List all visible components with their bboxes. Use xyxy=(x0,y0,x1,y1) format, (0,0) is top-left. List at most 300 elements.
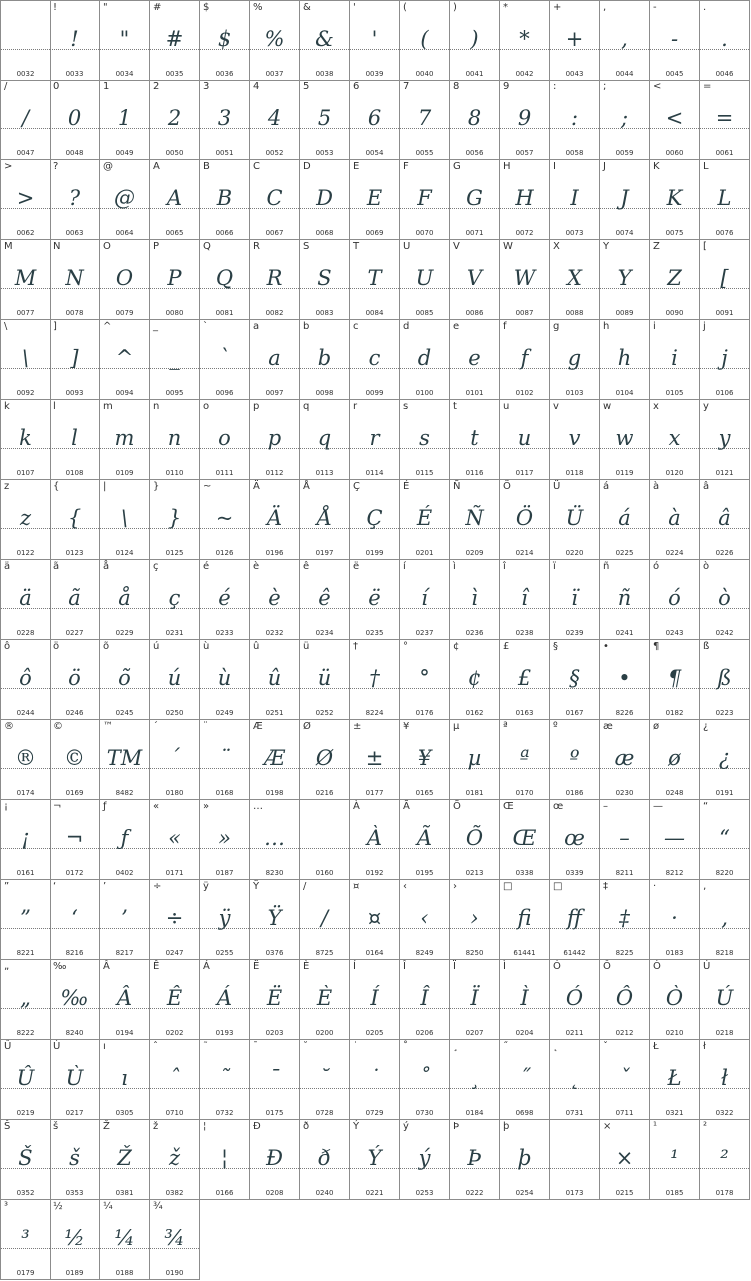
glyph-cell xyxy=(150,240,200,320)
glyph-sample xyxy=(1,17,50,61)
glyph-code: 0094 xyxy=(115,389,134,397)
glyph-sample: ff xyxy=(567,906,582,930)
glyph-label: Ð xyxy=(253,1121,261,1132)
glyph-sample: ¸ xyxy=(469,1066,480,1090)
glyph-label: £ xyxy=(503,641,510,652)
glyph-code: 0056 xyxy=(465,149,484,157)
glyph-code: 0322 xyxy=(715,1109,734,1117)
glyph-label: „ xyxy=(4,961,10,972)
glyph-label: Ÿ xyxy=(253,881,260,892)
glyph-sample: k xyxy=(19,426,32,450)
glyph-code: 0243 xyxy=(665,629,684,637)
glyph-label: } xyxy=(153,481,160,492)
glyph-cell xyxy=(50,880,100,960)
glyph-cell xyxy=(550,80,600,160)
glyph-label: ( xyxy=(403,2,407,13)
glyph-code: 0188 xyxy=(115,1269,134,1277)
glyph-cell xyxy=(500,640,550,720)
glyph-cell xyxy=(400,160,450,240)
glyph-cell xyxy=(50,800,100,880)
glyph-label: æ xyxy=(603,721,613,732)
glyph-sample: « xyxy=(168,826,181,850)
glyph-label: r xyxy=(353,401,358,412)
glyph-code: 0163 xyxy=(515,709,534,717)
glyph-cell xyxy=(100,800,150,880)
glyph-cell xyxy=(500,560,550,640)
glyph-sample: Ç xyxy=(366,506,383,530)
glyph-cell xyxy=(100,320,150,400)
glyph-label: p xyxy=(253,401,260,412)
glyph-label: h xyxy=(603,321,610,332)
glyph-code: 0182 xyxy=(665,709,684,717)
glyph-label: ž xyxy=(153,1121,159,1132)
glyph-cell xyxy=(50,320,100,400)
glyph-sample: X xyxy=(567,266,582,290)
glyph-code: 0038 xyxy=(315,70,334,78)
glyph-label: ú xyxy=(153,641,160,652)
glyph-sample: ¥ xyxy=(417,746,432,770)
glyph-sample: • xyxy=(618,666,631,690)
glyph-code: 0075 xyxy=(665,229,684,237)
glyph-cell xyxy=(200,0,250,81)
glyph-code: 0228 xyxy=(16,629,35,637)
glyph-cell xyxy=(700,400,750,480)
glyph-label: µ xyxy=(453,721,460,732)
glyph-label: … xyxy=(253,801,263,812)
glyph-cell xyxy=(400,960,450,1040)
glyph-label: - xyxy=(653,2,657,13)
glyph-cell xyxy=(100,960,150,1040)
glyph-cell xyxy=(700,1040,750,1120)
glyph-cell xyxy=(150,1200,200,1280)
glyph-cell xyxy=(550,1120,600,1200)
glyph-sample: n xyxy=(167,426,182,450)
glyph-code: 0245 xyxy=(115,709,134,717)
glyph-sample: É xyxy=(416,506,433,530)
glyph-label: ¶ xyxy=(653,641,660,652)
glyph-cell xyxy=(600,720,650,800)
glyph-code: 0230 xyxy=(615,789,634,797)
glyph-label: k xyxy=(4,401,10,412)
glyph-code: 0198 xyxy=(265,789,284,797)
glyph-sample: Ô xyxy=(615,986,634,1010)
glyph-cell xyxy=(550,400,600,480)
glyph-sample: © xyxy=(64,746,85,770)
glyph-sample: „ xyxy=(20,986,31,1010)
glyph-code: 0044 xyxy=(615,70,634,78)
glyph-cell xyxy=(550,240,600,320)
glyph-cell xyxy=(0,0,51,81)
glyph-label: » xyxy=(203,801,210,812)
glyph-label: Î xyxy=(403,961,406,972)
glyph-code: 8225 xyxy=(615,949,634,957)
glyph-code: 0173 xyxy=(565,1189,584,1197)
glyph-code: 0732 xyxy=(215,1109,234,1117)
glyph-sample: ¢ xyxy=(467,666,482,690)
glyph-label: ³ xyxy=(4,1201,9,1212)
glyph-sample: Õ xyxy=(465,826,484,850)
glyph-label: t xyxy=(453,401,457,412)
glyph-label: Ù xyxy=(53,1041,61,1052)
glyph-code: 0104 xyxy=(615,389,634,397)
glyph-cell xyxy=(0,880,51,960)
glyph-code: 0238 xyxy=(515,629,534,637)
glyph-code: 0089 xyxy=(615,309,634,317)
glyph-cell xyxy=(350,800,400,880)
glyph-cell xyxy=(700,880,750,960)
glyph-label: ´ xyxy=(153,721,158,732)
glyph-code: 8218 xyxy=(715,949,734,957)
glyph-code: 0251 xyxy=(265,709,284,717)
glyph-label: ë xyxy=(353,561,360,572)
glyph-code: 0223 xyxy=(715,709,734,717)
glyph-sample: ; xyxy=(620,106,629,130)
glyph-cell xyxy=(200,720,250,800)
glyph-code: 0118 xyxy=(565,469,584,477)
glyph-sample: ½ xyxy=(64,1226,85,1250)
glyph-cell xyxy=(150,320,200,400)
glyph-sample: b xyxy=(317,346,332,370)
glyph-sample xyxy=(550,1136,599,1180)
glyph-label: + xyxy=(553,2,562,13)
glyph-code: 61441 xyxy=(513,949,536,957)
glyph-sample: š xyxy=(69,1146,80,1170)
glyph-label: ^ xyxy=(103,321,112,332)
glyph-label: M xyxy=(4,241,13,252)
glyph-label: ä xyxy=(4,561,11,572)
glyph-cell xyxy=(50,960,100,1040)
glyph-sample: ä xyxy=(19,586,32,610)
glyph-cell xyxy=(250,560,300,640)
glyph-cell xyxy=(100,480,150,560)
glyph-sample: * xyxy=(519,27,530,51)
glyph-sample: ~ xyxy=(215,506,234,530)
glyph-label: ƒ xyxy=(103,801,107,812)
glyph-label: ô xyxy=(4,641,11,652)
glyph-code: 0093 xyxy=(65,389,84,397)
glyph-code: 0169 xyxy=(65,789,84,797)
glyph-label: " xyxy=(103,2,108,13)
glyph-label: ˛ xyxy=(553,1041,558,1052)
glyph-code: 0224 xyxy=(665,549,684,557)
glyph-label: Ê xyxy=(153,961,160,972)
glyph-code: 8230 xyxy=(265,869,284,877)
glyph-sample: ã xyxy=(68,586,81,610)
glyph-code: 0126 xyxy=(215,549,234,557)
glyph-sample: … xyxy=(264,826,285,850)
glyph-code: 0125 xyxy=(165,549,184,557)
glyph-sample: µ xyxy=(467,746,482,770)
glyph-label: ¯ xyxy=(253,1041,258,1052)
glyph-label: ‰ xyxy=(53,961,67,972)
glyph-cell xyxy=(0,480,51,560)
glyph-label: J xyxy=(603,161,606,172)
glyph-label: ñ xyxy=(603,561,610,572)
glyph-label: , xyxy=(603,2,607,13)
glyph-sample: Ë xyxy=(266,986,283,1010)
glyph-sample: TM xyxy=(106,746,143,770)
glyph-cell xyxy=(400,1040,450,1120)
glyph-sample: ‡ xyxy=(619,906,630,930)
glyph-sample: ¡ xyxy=(21,826,30,850)
glyph-code: 0047 xyxy=(16,149,35,157)
glyph-label: a xyxy=(253,321,260,332)
glyph-label: « xyxy=(153,801,160,812)
glyph-sample: ý xyxy=(418,1146,431,1170)
glyph-code: 0124 xyxy=(115,549,134,557)
glyph-cell xyxy=(100,0,150,81)
glyph-label: Ì xyxy=(503,961,506,972)
glyph-code: 0252 xyxy=(315,709,334,717)
glyph-label: ” xyxy=(4,881,10,892)
glyph-label: ý xyxy=(403,1121,409,1132)
glyph-label: Ö xyxy=(503,481,511,492)
glyph-label: b xyxy=(303,321,310,332)
glyph-cell xyxy=(200,80,250,160)
glyph-sample: K xyxy=(666,186,683,210)
glyph-code: 0186 xyxy=(565,789,584,797)
glyph-cell xyxy=(650,0,700,81)
glyph-cell xyxy=(450,320,500,400)
glyph-sample: _ xyxy=(169,346,180,370)
glyph-label: g xyxy=(553,321,560,332)
glyph-code: 0088 xyxy=(565,309,584,317)
glyph-sample: › xyxy=(470,906,479,930)
glyph-code: 0117 xyxy=(515,469,534,477)
glyph-sample: ± xyxy=(365,746,384,770)
glyph-label: ‡ xyxy=(603,881,608,892)
glyph-cell xyxy=(50,640,100,720)
glyph-cell xyxy=(600,560,650,640)
glyph-code: 0042 xyxy=(515,70,534,78)
glyph-label: ˜ xyxy=(203,1041,208,1052)
glyph-code: 0204 xyxy=(515,1029,534,1037)
glyph-code: 0086 xyxy=(465,309,484,317)
glyph-code: 8224 xyxy=(365,709,384,717)
glyph-code: 0090 xyxy=(665,309,684,317)
glyph-label: þ xyxy=(503,1121,510,1132)
glyph-cell xyxy=(500,320,550,400)
glyph-code: 0305 xyxy=(115,1109,134,1117)
glyph-sample: m xyxy=(114,426,135,450)
glyph-label: m xyxy=(103,401,113,412)
glyph-code: 0168 xyxy=(215,789,234,797)
glyph-cell xyxy=(250,800,300,880)
glyph-cell xyxy=(0,720,51,800)
glyph-sample: ‘ xyxy=(71,906,78,930)
glyph-label: \ xyxy=(4,321,8,332)
glyph-sample: ë xyxy=(368,586,381,610)
glyph-cell xyxy=(300,800,350,880)
glyph-code: 0226 xyxy=(715,549,734,557)
glyph-sample: } xyxy=(167,506,182,530)
glyph-code: 0095 xyxy=(165,389,184,397)
glyph-code: 0041 xyxy=(465,70,484,78)
glyph-label: ˘ xyxy=(303,1041,308,1052)
glyph-cell xyxy=(600,320,650,400)
glyph-sample: u xyxy=(517,426,532,450)
glyph-sample: ï xyxy=(571,586,578,610)
glyph-sample: Ÿ xyxy=(267,906,282,930)
glyph-cell xyxy=(100,720,150,800)
glyph-sample: ” xyxy=(20,906,31,930)
glyph-code: 0239 xyxy=(565,629,584,637)
glyph-cell xyxy=(300,400,350,480)
glyph-sample xyxy=(300,816,349,860)
glyph-cell xyxy=(700,960,750,1040)
glyph-label: ¼ xyxy=(103,1201,113,1212)
glyph-sample: , xyxy=(621,27,628,51)
glyph-sample: Ä xyxy=(266,506,283,530)
glyph-sample: ù xyxy=(217,666,232,690)
glyph-cell xyxy=(500,880,550,960)
glyph-cell xyxy=(300,80,350,160)
glyph-cell xyxy=(200,640,250,720)
glyph-sample: À xyxy=(366,826,383,850)
glyph-sample: ò xyxy=(718,586,731,610)
glyph-code: 0187 xyxy=(215,869,234,877)
glyph-cell xyxy=(350,1040,400,1120)
glyph-cell xyxy=(700,560,750,640)
glyph-label: ê xyxy=(303,561,310,572)
glyph-label: □ xyxy=(553,881,563,892)
glyph-cell xyxy=(0,160,51,240)
glyph-sample: A xyxy=(166,186,183,210)
glyph-code: 0242 xyxy=(715,629,734,637)
glyph-code: 0205 xyxy=(365,1029,384,1037)
glyph-label: Z xyxy=(653,241,660,252)
glyph-label: v xyxy=(553,401,559,412)
glyph-sample: @ xyxy=(114,186,135,210)
glyph-cell xyxy=(300,960,350,1040)
glyph-sample: £ xyxy=(517,666,532,690)
glyph-code: 0052 xyxy=(265,149,284,157)
glyph-cell xyxy=(350,880,400,960)
glyph-cell xyxy=(500,160,550,240)
glyph-label: K xyxy=(653,161,660,172)
glyph-label: û xyxy=(253,641,260,652)
glyph-code: 0112 xyxy=(265,469,284,477)
glyph-sample: J xyxy=(620,186,629,210)
glyph-code: 0077 xyxy=(16,309,35,317)
glyph-code: 0698 xyxy=(515,1109,534,1117)
glyph-sample: þ xyxy=(517,1146,532,1170)
glyph-code: 0710 xyxy=(165,1109,184,1117)
glyph-label: ’ xyxy=(103,881,107,892)
glyph-code: 0115 xyxy=(415,469,434,477)
glyph-code: 0174 xyxy=(16,789,35,797)
glyph-code: 0072 xyxy=(515,229,534,237)
glyph-code: 0067 xyxy=(265,229,284,237)
glyph-cell xyxy=(350,400,400,480)
glyph-code: 0099 xyxy=(365,389,384,397)
glyph-sample: ı xyxy=(121,1066,128,1090)
glyph-cell xyxy=(100,1200,150,1280)
glyph-label: ˚ xyxy=(403,1041,408,1052)
glyph-code: 0111 xyxy=(215,469,234,477)
glyph-sample: 5 xyxy=(317,106,332,130)
glyph-cell xyxy=(50,720,100,800)
glyph-cell xyxy=(300,1120,350,1200)
glyph-code: 0237 xyxy=(415,629,434,637)
glyph-code: 0225 xyxy=(615,549,634,557)
glyph-cell xyxy=(300,640,350,720)
glyph-label: † xyxy=(353,641,358,652)
glyph-sample: ˆ xyxy=(169,1066,180,1090)
glyph-label: ‘ xyxy=(53,881,57,892)
glyph-cell xyxy=(600,240,650,320)
glyph-code: 0402 xyxy=(115,869,134,877)
glyph-label: ü xyxy=(303,641,310,652)
glyph-sample: - xyxy=(670,27,679,51)
glyph-label: O xyxy=(103,241,111,252)
glyph-code: 0120 xyxy=(665,469,684,477)
glyph-sample: Q xyxy=(215,266,234,290)
glyph-label: ¦ xyxy=(203,1121,207,1132)
glyph-label: D xyxy=(303,161,311,172)
glyph-sample: 3 xyxy=(217,106,232,130)
glyph-cell xyxy=(400,320,450,400)
glyph-sample: % xyxy=(264,27,285,51)
glyph-sample: ł xyxy=(721,1066,728,1090)
glyph-cell xyxy=(100,560,150,640)
glyph-code: 0055 xyxy=(415,149,434,157)
glyph-cell xyxy=(300,880,350,960)
glyph-label: { xyxy=(53,481,60,492)
glyph-sample: 0 xyxy=(67,106,82,130)
glyph-label: d xyxy=(403,321,410,332)
glyph-cell xyxy=(250,960,300,1040)
glyph-sample: Ï xyxy=(470,986,479,1010)
glyph-code: 0209 xyxy=(465,549,484,557)
glyph-code: 0212 xyxy=(615,1029,634,1037)
glyph-code: 0170 xyxy=(515,789,534,797)
glyph-sample: / xyxy=(320,906,329,930)
glyph-cell xyxy=(350,960,400,1040)
glyph-code: 0176 xyxy=(415,709,434,717)
glyph-label: ? xyxy=(53,161,59,172)
glyph-label: ± xyxy=(353,721,362,732)
glyph-cell xyxy=(100,640,150,720)
glyph-cell xyxy=(600,480,650,560)
glyph-cell xyxy=(300,560,350,640)
glyph-label: n xyxy=(153,401,160,412)
glyph-cell xyxy=(500,1040,550,1120)
glyph-sample: ! xyxy=(70,27,79,51)
glyph-cell xyxy=(600,0,650,81)
glyph-cell xyxy=(200,160,250,240)
glyph-code: 0045 xyxy=(665,70,684,78)
glyph-cell xyxy=(650,160,700,240)
glyph-cell xyxy=(350,480,400,560)
glyph-cell xyxy=(450,0,500,81)
glyph-cell xyxy=(400,720,450,800)
glyph-label: ¥ xyxy=(403,721,410,732)
glyph-cell xyxy=(100,80,150,160)
glyph-sample: Y xyxy=(617,266,632,290)
glyph-label: à xyxy=(653,481,660,492)
glyph-label: É xyxy=(403,481,410,492)
glyph-code: 0082 xyxy=(265,309,284,317)
glyph-label: U xyxy=(403,241,411,252)
glyph-label: A xyxy=(153,161,160,172)
glyph-code: 0166 xyxy=(215,1189,234,1197)
glyph-cell xyxy=(150,1120,200,1200)
glyph-cell xyxy=(450,1040,500,1120)
glyph-code: 0049 xyxy=(115,149,134,157)
glyph-code: 0178 xyxy=(715,1189,734,1197)
glyph-cell xyxy=(450,480,500,560)
